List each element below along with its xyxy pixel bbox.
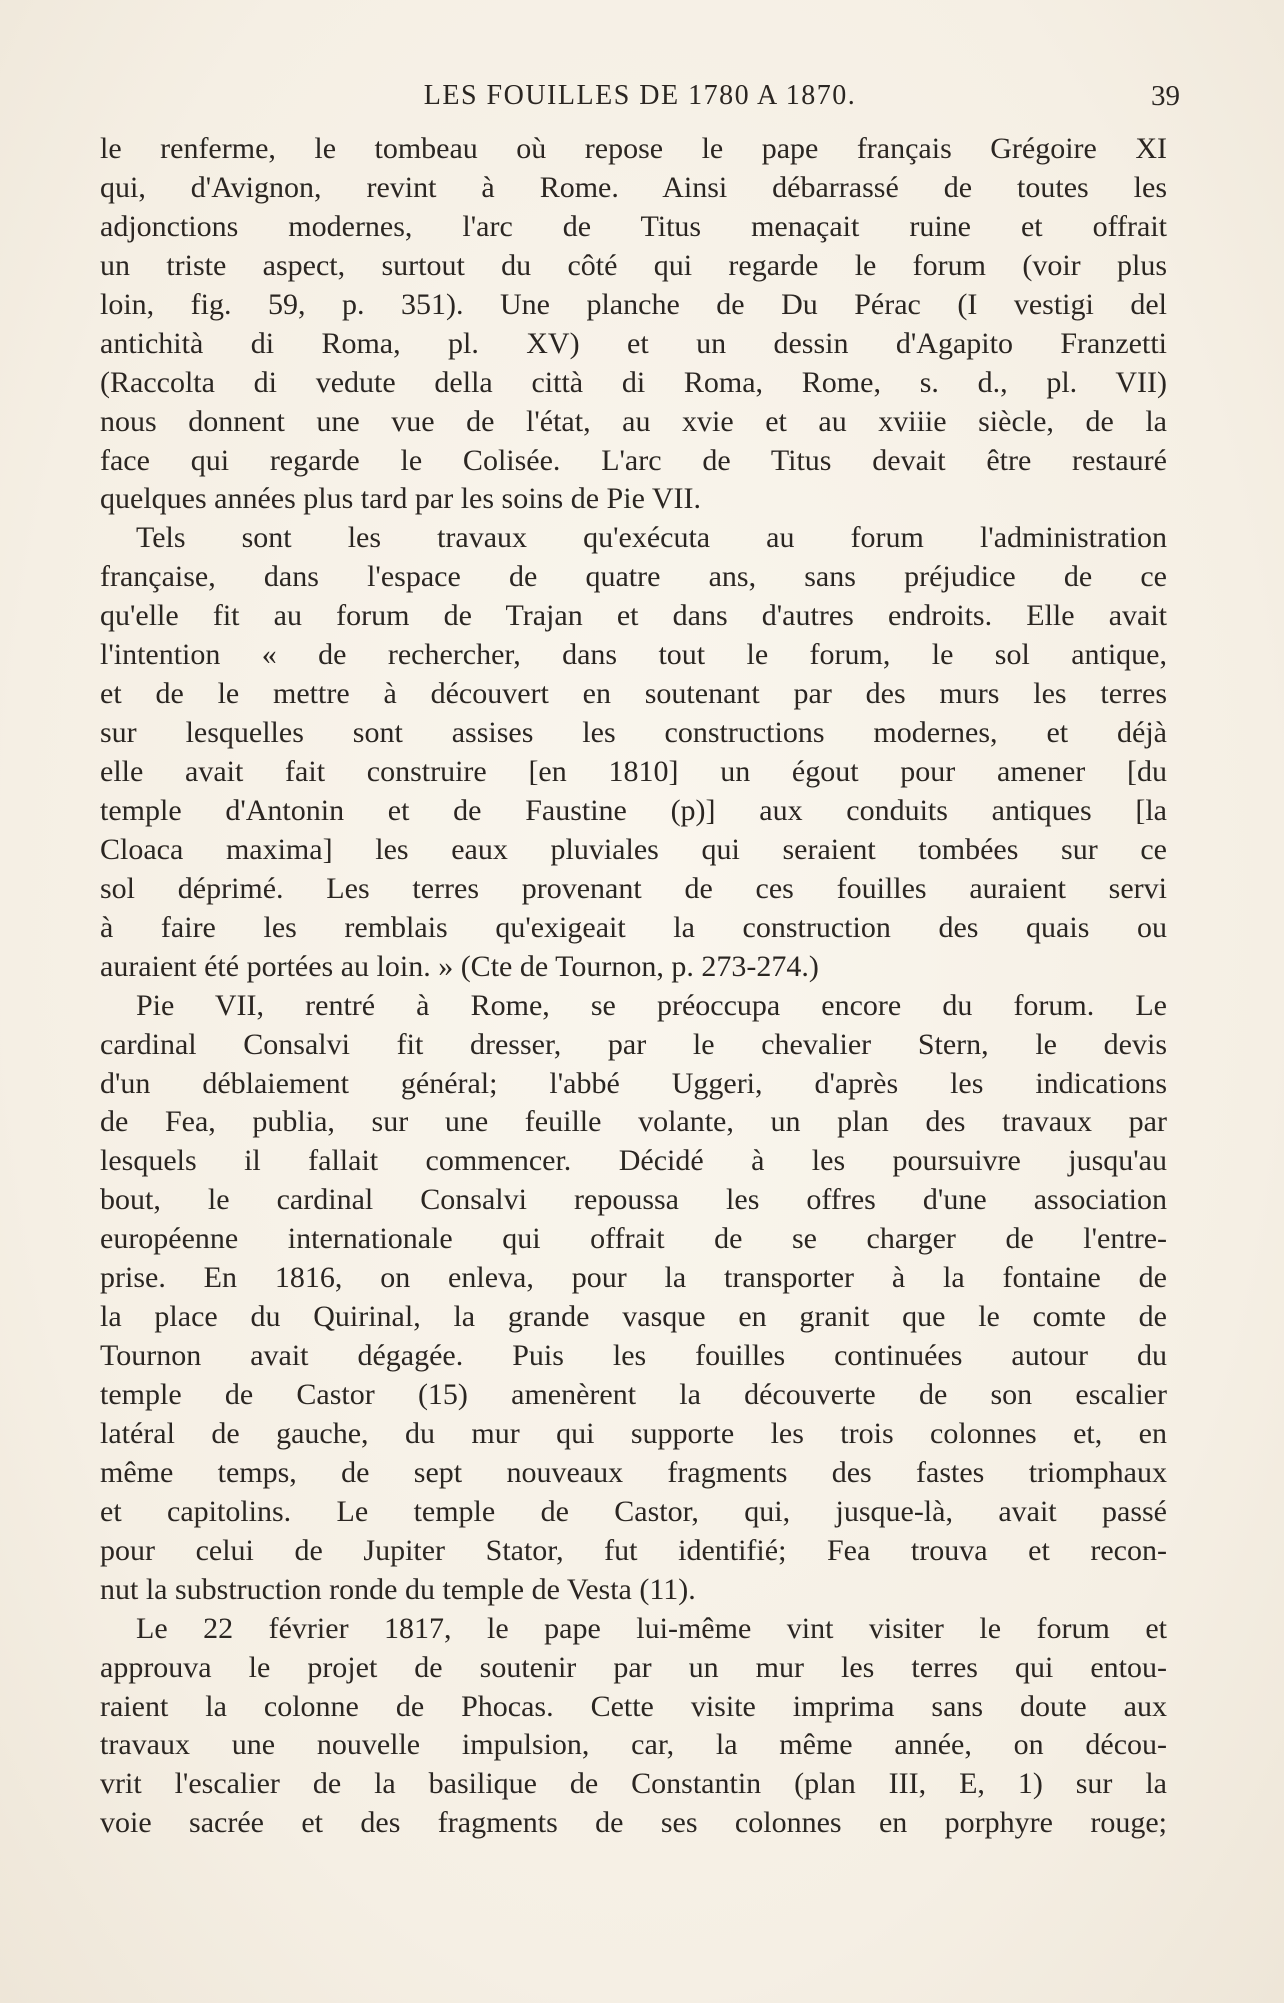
text-line: Tournon avait dégagée. Puis les fouilles continuées autour du <box>100 1339 1167 1373</box>
text-line: nous donnent une vue de l'état, au xvie et au xviiie siècle, de la <box>100 404 1167 438</box>
text-line: sur lesquelles sont assises les constructions modernes, et déjà <box>100 716 1167 750</box>
text-line: (Raccolta di vedute della città di Roma, Rome, s. d., pl. VII) <box>100 365 1167 399</box>
text-line: vrit l'escalier de la basilique de Constantin (plan III, E, 1) sur la <box>100 1767 1167 1801</box>
text-line: l'intention « de rechercher, dans tout le forum, le sol antique, <box>100 638 1167 672</box>
text-line: de Fea, publia, sur une feuille volante, un plan des travaux par <box>100 1105 1167 1139</box>
text-line: Tels sont les travaux qu'exécuta au forum l'administration <box>136 521 1167 555</box>
text-line: le renferme, le tombeau où repose le pape français Grégoire XI <box>100 132 1167 165</box>
text-line: cardinal Consalvi fit dresser, par le chevalier Stern, le devis <box>100 1027 1167 1061</box>
text-line: Le 22 février 1817, le pape lui-même vint visiter le forum et <box>136 1611 1167 1645</box>
text-line: temple d'Antonin et de Faustine (p)] aux conduits antiques [la <box>100 793 1167 827</box>
text-line: sol déprimé. Les terres provenant de ces fouilles auraient servi <box>100 871 1167 905</box>
text-line: approuva le projet de soutenir par un mur les terres qui entou- <box>100 1650 1167 1684</box>
text-line: auraient été portées au loin. » (Cte de Tournon, p. 273-274.) <box>100 949 819 983</box>
text-line: adjonctions modernes, l'arc de Titus menaçait ruine et offrait <box>100 209 1167 243</box>
text-line: même temps, de sept nouveaux fragments des fastes triomphaux <box>100 1455 1167 1489</box>
text-line: pour celui de Jupiter Stator, fut identifié; Fea trouva et recon- <box>100 1533 1167 1567</box>
text-line: française, dans l'espace de quatre ans, sans préjudice de ce <box>100 560 1167 594</box>
text-line: lesquels il fallait commencer. Décidé à les poursuivre jusqu'au <box>100 1144 1167 1178</box>
text-line: quelques années plus tard par les soins de Pie VII. <box>100 482 701 516</box>
text-line: prise. En 1816, on enleva, pour la transporter à la fontaine de <box>100 1261 1167 1295</box>
text-line: et de le mettre à découvert en soutenant par des murs les terres <box>100 677 1167 711</box>
page-header <box>100 76 1180 116</box>
text-line: raient la colonne de Phocas. Cette visite imprima sans doute aux <box>100 1689 1167 1723</box>
running-title: LES FOUILLES DE 1780 A 1870. <box>423 80 857 111</box>
text-line: Cloaca maxima] les eaux pluviales qui seraient tombées sur ce <box>100 832 1167 866</box>
text-line: d'un déblaiement général; l'abbé Uggeri, d'après les indications <box>100 1066 1167 1100</box>
text-line: bout, le cardinal Consalvi repoussa les offres d'une association <box>100 1183 1167 1217</box>
text-line: nut la substruction ronde du temple de Vesta (11). <box>100 1572 696 1606</box>
text-line: et capitolins. Le temple de Castor, qui, jusque-là, avait passé <box>100 1494 1167 1528</box>
text-line: un triste aspect, surtout du côté qui regarde le forum (voir plus <box>100 248 1167 282</box>
page-number: 39 <box>1151 80 1180 112</box>
text-line: temple de Castor (15) amenèrent la découverte de son escalier <box>100 1378 1167 1411</box>
text-line: travaux une nouvelle impulsion, car, la même année, on décou- <box>100 1728 1167 1762</box>
text-line: à faire les remblais qu'exigeait la construction des quais ou <box>100 910 1167 944</box>
text-line: face qui regarde le Colisée. L'arc de Titus devait être restauré <box>100 443 1167 477</box>
text-line: elle avait fait construire [en 1810] un égout pour amener [du <box>100 755 1167 788</box>
text-line: loin, fig. 59, p. 351). Une planche de Du Pérac (I vestigi del <box>100 287 1167 321</box>
text-line: antichità di Roma, pl. XV) et un dessin d'Agapito Franzetti <box>100 326 1167 360</box>
text-line: qui, d'Avignon, revint à Rome. Ainsi débarrassé de toutes les <box>100 170 1167 204</box>
text-line: voie sacrée et des fragments de ses colonnes en porphyre rouge; <box>100 1806 1167 1840</box>
text-line: Pie VII, rentré à Rome, se préoccupa encore du forum. Le <box>136 988 1167 1022</box>
text-line: la place du Quirinal, la grande vasque en granit que le comte de <box>100 1300 1167 1334</box>
text-line: européenne internationale qui offrait de se charger de l'entre- <box>100 1222 1167 1256</box>
text-line: qu'elle fit au forum de Trajan et dans d'autres endroits. Elle avait <box>100 599 1167 633</box>
text-line: latéral de gauche, du mur qui supporte les trois colonnes et, en <box>100 1416 1167 1450</box>
body-text <box>100 130 1167 1843</box>
